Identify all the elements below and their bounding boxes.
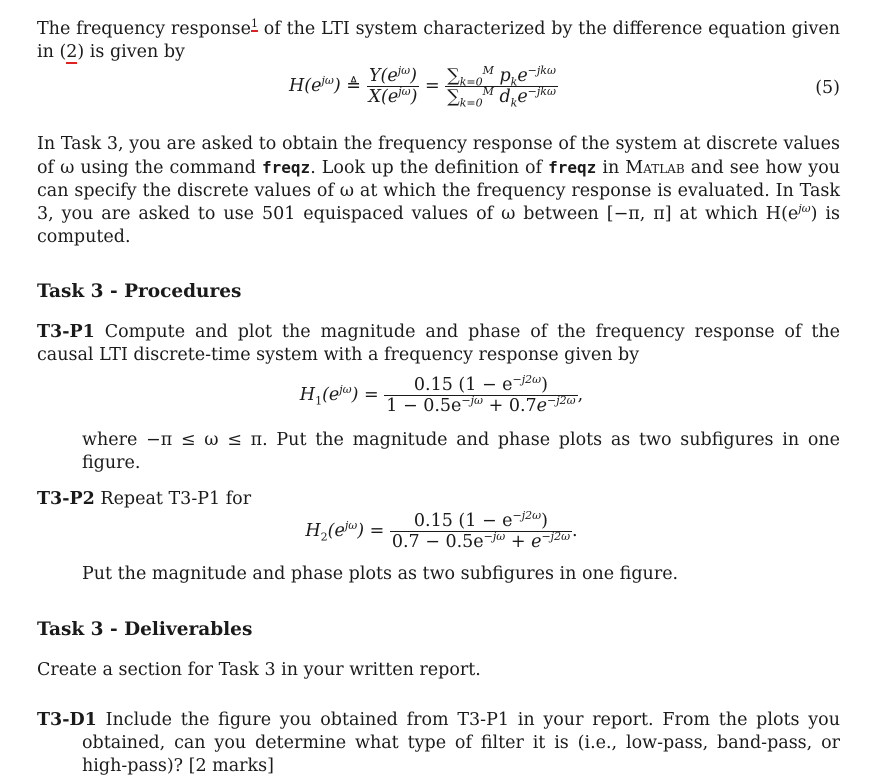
deliverables-intro: Create a section for Task 3 in your written report. bbox=[37, 660, 481, 680]
procedure-t3-p1: T3-P1 Compute and plot the magnitude and phase of the frequency response of the causal LTI discrete-time system with a frequency response given by bbox=[37, 322, 840, 365]
eq5-ratio: $\frac{Y(e^{j\omega})}{X(e^{j\omega})}$ bbox=[368, 64, 418, 107]
freqz-command-2: freqz bbox=[548, 158, 597, 177]
equation-reference-link[interactable]: 2 bbox=[66, 42, 78, 62]
h1-equation: $H_1(e^{j\omega})$ = $\frac{0.15 (1 - e^{-j2\omega})}{1 - 0.5e^{-j\omega} + 0.7e^{-j2\omega}}$ , bbox=[299, 373, 584, 416]
procedure-t3-p2: T3-P2 Repeat T3-P1 for bbox=[37, 489, 252, 509]
t3-p2-after-text: Put the magnitude and phase plots as two subfigures in one figure. bbox=[82, 564, 679, 584]
h2-equation: $H_2(e^{j\omega})$ = $\frac{0.15 (1 - e^{-j2\omega})}{0.7 - 0.5e^{-j\omega} + e^{-j2\omega}}$ . bbox=[305, 509, 578, 552]
h1-fraction: $\frac{0.15 (1 - e^{-j2\omega})}{1 - 0.5e^{-j\omega} + 0.7e^{-j2\omega}}$ bbox=[386, 373, 576, 416]
eq5-sum-ratio: $\frac{\sum_{k=0}^M p_ke^{-jk\omega}}{\sum_{k=0}^M d_ke^{-jk\omega}}$ bbox=[447, 64, 556, 110]
t3-p1-where-text: where −π ≤ ω ≤ π. Put the magnitude and phase plots as two subfigures in one figure. bbox=[82, 430, 840, 473]
matlab-name: Matlab bbox=[625, 158, 685, 178]
t3-p1-label: T3-P1 bbox=[37, 322, 95, 342]
eq5-lhs: $H(e^{j\omega})$ bbox=[289, 74, 341, 96]
deliverable-t3-d1: T3-D1 Include the figure you obtained from T3-P1 in your report. From the plots you obtained, can you determine what type of filter it is (i.e., low-pass, band-pass, or high-pass)? [2 marks] bbox=[37, 710, 840, 776]
h2-fraction: $\frac{0.15 (1 - e^{-j2\omega})}{0.7 - 0.5e^{-j\omega} + e^{-j2\omega}}$ bbox=[391, 509, 571, 552]
t3-d1-label: T3-D1 bbox=[37, 710, 97, 730]
document-page bbox=[37, 18, 840, 778]
deliverables-heading: Task 3 - Deliverables bbox=[37, 619, 253, 640]
equation-number: (5) bbox=[815, 78, 840, 98]
task3-description-paragraph: In Task 3, you are asked to obtain the frequency response of the system at discrete values of ω using the command freqz. Look up the definition of freqz in Matlab and see how you can specify the discrete values of ω at which the frequency response is evaluated. In Task 3, you are asked to use 501 equispaced values of ω between [−π, π] at which $H(e^{j\omega})$ is computed. bbox=[37, 134, 841, 247]
freqz-command: freqz bbox=[262, 158, 311, 177]
equation-5: $H(e^{j\omega})$ ≜ $\frac{Y(e^{j\omega})}{X(e^{j\omega})}$ = $\frac{\sum_{k=0}^M p_ke^{-jk\omega}}{\sum_{k=0}^M d_ke^{-jk\omega}}$ (5) bbox=[289, 64, 840, 110]
procedures-heading: Task 3 - Procedures bbox=[37, 281, 242, 302]
footnote-mark[interactable]: 1 bbox=[250, 17, 258, 31]
t3-p2-label: T3-P2 bbox=[37, 489, 95, 509]
intro-paragraph: The frequency response$^1$ of the LTI system characterized by the difference equation given in (2) is given by bbox=[37, 17, 840, 62]
